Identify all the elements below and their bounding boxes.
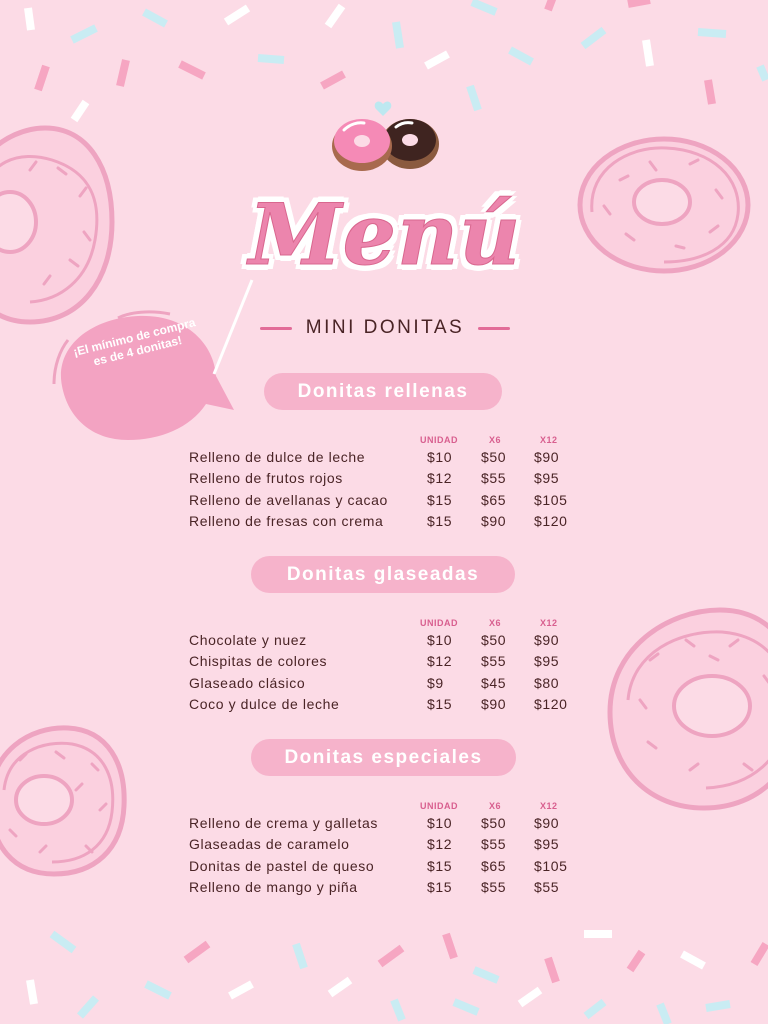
price-twelve: $90 xyxy=(534,449,560,465)
price-unit: $15 xyxy=(427,492,453,508)
subtitle-row xyxy=(230,313,540,343)
subtitle: MINI DONITAS xyxy=(305,317,465,338)
table-row xyxy=(0,836,768,857)
price-unit: $10 xyxy=(427,632,453,648)
price-unit: $12 xyxy=(427,653,453,669)
price-twelve: $80 xyxy=(534,675,560,691)
price-unit: $15 xyxy=(427,513,453,529)
price-unit: $15 xyxy=(427,879,453,895)
price-twelve: $95 xyxy=(534,653,560,669)
item-name: Chocolate y nuez xyxy=(189,632,307,648)
item-name: Chispitas de colores xyxy=(189,653,328,669)
price-twelve: $105 xyxy=(534,858,568,874)
price-unit: $9 xyxy=(427,675,444,691)
minimum-order-note: ¡El mínimo de compra es de 4 donitas! xyxy=(71,315,197,369)
price-unit: $15 xyxy=(427,696,453,712)
price-twelve: $105 xyxy=(534,492,568,508)
price-six: $55 xyxy=(481,879,507,895)
table-row xyxy=(0,879,768,900)
page-title: Menú xyxy=(248,185,522,284)
item-name: Relleno de frutos rojos xyxy=(189,470,343,486)
table-row xyxy=(0,513,768,534)
two-donuts-icon xyxy=(332,101,439,171)
price-unit: $12 xyxy=(427,836,453,852)
table-row xyxy=(0,675,768,696)
column-header-twelve: X12 xyxy=(540,618,558,628)
price-six: $50 xyxy=(481,815,507,831)
price-unit: $15 xyxy=(427,858,453,874)
section-title-especiales: Donitas especiales xyxy=(251,739,516,776)
column-header-twelve: X12 xyxy=(540,435,558,445)
price-six: $55 xyxy=(481,653,507,669)
column-header-unit: UNIDAD xyxy=(420,435,458,445)
price-unit: $10 xyxy=(427,815,453,831)
table-row xyxy=(0,492,768,513)
item-name: Coco y dulce de leche xyxy=(189,696,340,712)
item-name: Donitas de pastel de queso xyxy=(189,858,375,874)
section-title-glaseadas: Donitas glaseadas xyxy=(251,556,515,593)
table-row xyxy=(0,696,768,717)
price-twelve: $90 xyxy=(534,815,560,831)
column-header-unit: UNIDAD xyxy=(420,618,458,628)
price-six: $90 xyxy=(481,696,507,712)
price-unit: $10 xyxy=(427,449,453,465)
column-header-unit: UNIDAD xyxy=(420,801,458,811)
column-header-twelve: X12 xyxy=(540,801,558,811)
price-unit: $12 xyxy=(427,470,453,486)
table-row xyxy=(0,653,768,674)
column-header-six: X6 xyxy=(489,435,502,445)
subtitle-divider xyxy=(260,327,292,330)
subtitle-divider xyxy=(478,327,510,330)
price-twelve: $55 xyxy=(534,879,560,895)
table-row xyxy=(0,449,768,470)
price-six: $55 xyxy=(481,836,507,852)
price-twelve: $120 xyxy=(534,696,568,712)
price-six: $65 xyxy=(481,858,507,874)
item-name: Relleno de avellanas y cacao xyxy=(189,492,388,508)
price-six: $50 xyxy=(481,449,507,465)
item-name: Relleno de mango y piña xyxy=(189,879,358,895)
item-name: Glaseado clásico xyxy=(189,675,306,691)
price-six: $55 xyxy=(481,470,507,486)
price-six: $45 xyxy=(481,675,507,691)
table-row xyxy=(0,815,768,836)
price-twelve: $95 xyxy=(534,836,560,852)
item-name: Relleno de crema y galletas xyxy=(189,815,378,831)
item-name: Relleno de fresas con crema xyxy=(189,513,384,529)
section-title-rellenas: Donitas rellenas xyxy=(264,373,502,410)
item-name: Relleno de dulce de leche xyxy=(189,449,366,465)
price-six: $65 xyxy=(481,492,507,508)
price-twelve: $120 xyxy=(534,513,568,529)
column-header-six: X6 xyxy=(489,801,502,811)
table-row xyxy=(0,858,768,879)
item-name: Glaseadas de caramelo xyxy=(189,836,350,852)
column-header-six: X6 xyxy=(489,618,502,628)
price-six: $90 xyxy=(481,513,507,529)
table-row xyxy=(0,632,768,653)
price-twelve: $95 xyxy=(534,470,560,486)
price-six: $50 xyxy=(481,632,507,648)
price-twelve: $90 xyxy=(534,632,560,648)
table-row xyxy=(0,470,768,491)
